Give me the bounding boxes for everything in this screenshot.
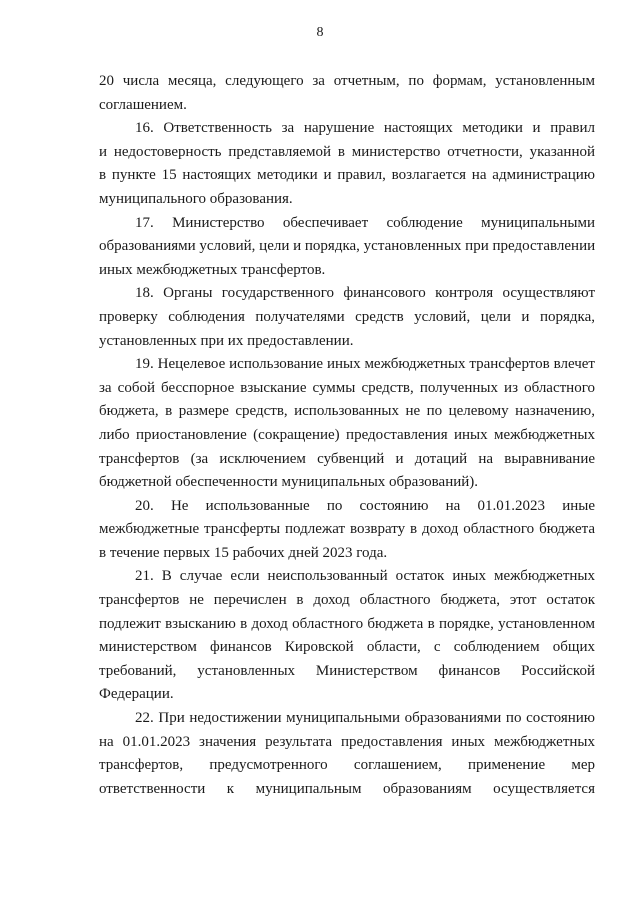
text-line: межбюджетные трансферты подлежат возврату в доход областного бюджета — [99, 521, 595, 538]
text-line: бюджетной обеспеченности муниципальных образований). — [99, 474, 479, 491]
text-line: образованиями условий, цели и порядка, установленных при предоставлении — [99, 238, 596, 255]
text-line: на 01.01.2023 значения результата предоставления иных межбюджетных — [99, 733, 595, 750]
text-line: 16. Ответственность за нарушение настоящих методики и правил — [135, 120, 595, 137]
text-line: установленных при их предоставлении. — [99, 332, 354, 349]
paragraph-15-continuation — [99, 70, 595, 117]
text-line: бюджета, в размере средств, использованных не по целевому назначению, — [99, 403, 595, 420]
paragraph-18 — [99, 282, 595, 353]
paragraph-19 — [99, 353, 595, 495]
text-line: трансфертов (за исключением субвенций и дотаций на выравнивание — [99, 450, 595, 467]
text-line: в течение первых 15 рабочих дней 2023 года. — [99, 544, 388, 561]
text-line: муниципального образования. — [99, 190, 293, 207]
text-line: трансфертов, предусмотренного соглашением, применение мер — [99, 757, 595, 774]
text-line: 17. Министерство обеспечивает соблюдение муниципальными — [135, 214, 595, 231]
text-line: проверку соблюдения получателями средств условий, цели и порядка, — [99, 308, 595, 325]
text-line: Федерации. — [99, 686, 174, 703]
text-line: 20 числа месяца, следующего за отчетным, по формам, установленным — [99, 73, 595, 89]
text-line: 18. Органы государственного финансового контроля осуществляют — [135, 285, 595, 302]
document-body — [99, 70, 595, 801]
paragraph-17 — [99, 212, 595, 283]
text-line: 21. В случае если неиспользованный остаток иных межбюджетных — [135, 568, 595, 585]
text-line: либо приостановление (сокращение) предоставления иных межбюджетных — [99, 426, 595, 443]
text-line: министерством финансов Кировской области, с соблюдением общих — [99, 639, 595, 656]
text-line: иных межбюджетных трансфертов. — [99, 261, 326, 278]
page-number: 8 — [316, 25, 324, 40]
text-line: 19. Нецелевое использование иных межбюджетных трансфертов влечет — [135, 356, 595, 373]
paragraph-22 — [99, 707, 595, 801]
text-line: соглашением. — [99, 96, 187, 113]
text-line: 22. При недостижении муниципальными образованиями по состоянию — [135, 710, 595, 727]
text-line: в пункте 15 настоящих методики и правил, возлагается на администрацию — [99, 167, 595, 184]
text-line: подлежит взысканию в доход областного бюджета в порядке, установленном — [99, 615, 595, 632]
paragraph-16 — [99, 117, 595, 211]
text-line: и недостоверность представляемой в министерство отчетности, указанной — [99, 143, 595, 160]
text-line: трансфертов не перечислен в доход областного бюджета, этот остаток — [99, 592, 595, 609]
text-line: ответственности к муниципальным образованиям осуществляется — [99, 780, 595, 797]
text-line: 20. Не использованные по состоянию на 01.01.2023 иные — [135, 497, 595, 514]
text-line: требований, установленных Министерством финансов Российской — [99, 662, 595, 679]
paragraph-20 — [99, 495, 595, 566]
text-line: за собой бесспорное взыскание суммы средств, полученных из областного — [99, 379, 595, 396]
paragraph-21 — [99, 565, 595, 707]
